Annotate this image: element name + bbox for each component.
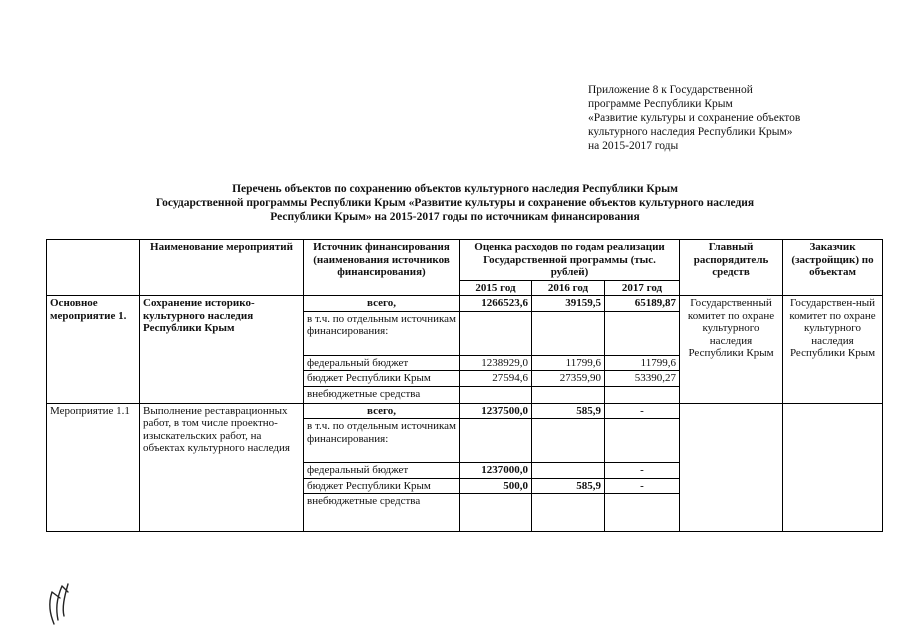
value-2017 [605, 494, 680, 532]
source-cell: в т.ч. по отдельным источникам финансирования: [304, 419, 460, 463]
header-name: Наименование мероприятий [140, 240, 304, 296]
value-2015: 1266523,6 [460, 296, 532, 312]
section-manager: Государственный комитет по охране культурного наследия Республики Крым [680, 296, 783, 404]
source-cell: внебюджетные средства [304, 386, 460, 403]
value-2017 [605, 419, 680, 463]
section-code: Основное мероприятие 1. [47, 296, 140, 404]
value-2015: 27594,6 [460, 371, 532, 387]
value-2015: 500,0 [460, 478, 532, 494]
value-2015 [460, 419, 532, 463]
source-cell: федеральный бюджет [304, 463, 460, 479]
source-cell: федеральный бюджет [304, 355, 460, 371]
value-2015 [460, 386, 532, 403]
source-cell: бюджет Республики Крым [304, 478, 460, 494]
title-line: Перечень объектов по сохранению объектов культурного наследия Республики Крым [232, 183, 678, 195]
value-2017: - [605, 478, 680, 494]
appendix-line: программе Республики Крым [588, 98, 733, 110]
value-2017: 65189,87 [605, 296, 680, 312]
value-2016: 27359,90 [532, 371, 605, 387]
appendix-line: культурного наследия Республики Крым» [588, 126, 793, 138]
header-customer: Заказчик (застройщик) по объектам [783, 240, 883, 296]
table-row [47, 403, 883, 419]
appendix-line: «Развитие культуры и сохранение объектов [588, 112, 801, 124]
source-cell: бюджет Республики Крым [304, 371, 460, 387]
appendix-line: на 2015-2017 годы [588, 140, 679, 152]
handwritten-page-mark [40, 568, 74, 626]
source-cell: всего, [304, 403, 460, 419]
source-cell: в т.ч. по отдельным источникам финансирования: [304, 311, 460, 355]
section-name: Выполнение реставрационных работ, в том числе проектно-изыскательских работ, на объектах культурного наследия [140, 403, 304, 532]
value-2016: 11799,6 [532, 355, 605, 371]
value-2015: 1237000,0 [460, 463, 532, 479]
section-name: Сохранение историко-культурного наследия Республики Крым [140, 296, 304, 404]
header-year-2016: 2016 год [532, 280, 605, 296]
section-customer [783, 403, 883, 532]
value-2017: 53390,27 [605, 371, 680, 387]
section-manager [680, 403, 783, 532]
header-manager: Главный распорядитель средств [680, 240, 783, 296]
value-2015 [460, 494, 532, 532]
document-title [60, 182, 850, 224]
value-2017 [605, 386, 680, 403]
value-2015 [460, 311, 532, 355]
appendix-line: Приложение 8 к Государственной [588, 84, 753, 96]
source-cell: всего, [304, 296, 460, 312]
header-year-2017: 2017 год [605, 280, 680, 296]
value-2017: - [605, 463, 680, 479]
value-2016: 585,9 [532, 403, 605, 419]
table-row [47, 296, 883, 312]
value-2016 [532, 419, 605, 463]
value-2016 [532, 386, 605, 403]
value-2016: 585,9 [532, 478, 605, 494]
value-2016 [532, 463, 605, 479]
header-code [47, 240, 140, 296]
header-row [47, 240, 883, 281]
title-line: Республики Крым» на 2015-2017 годы по источникам финансирования [270, 211, 640, 223]
value-2017: 11799,6 [605, 355, 680, 371]
value-2017 [605, 311, 680, 355]
section-customer: Государствен-ный комитет по охране культурного наследия Республики Крым [783, 296, 883, 404]
value-2016: 39159,5 [532, 296, 605, 312]
header-source: Источник финансирования (наименования источников финансирования) [304, 240, 460, 296]
appendix-note [588, 83, 888, 153]
value-2015: 1237500,0 [460, 403, 532, 419]
section-code: Мероприятие 1.1 [47, 403, 140, 532]
value-2017: - [605, 403, 680, 419]
header-year-2015: 2015 год [460, 280, 532, 296]
header-estimate: Оценка расходов по годам реализации Государственной программы (тыс. рублей) [460, 240, 680, 281]
title-line: Государственной программы Республики Крым «Развитие культуры и сохранение объектов культурного наследия [155, 197, 755, 209]
financing-table [46, 239, 883, 532]
value-2016 [532, 311, 605, 355]
source-cell: внебюджетные средства [304, 494, 460, 532]
value-2015: 1238929,0 [460, 355, 532, 371]
value-2016 [532, 494, 605, 532]
